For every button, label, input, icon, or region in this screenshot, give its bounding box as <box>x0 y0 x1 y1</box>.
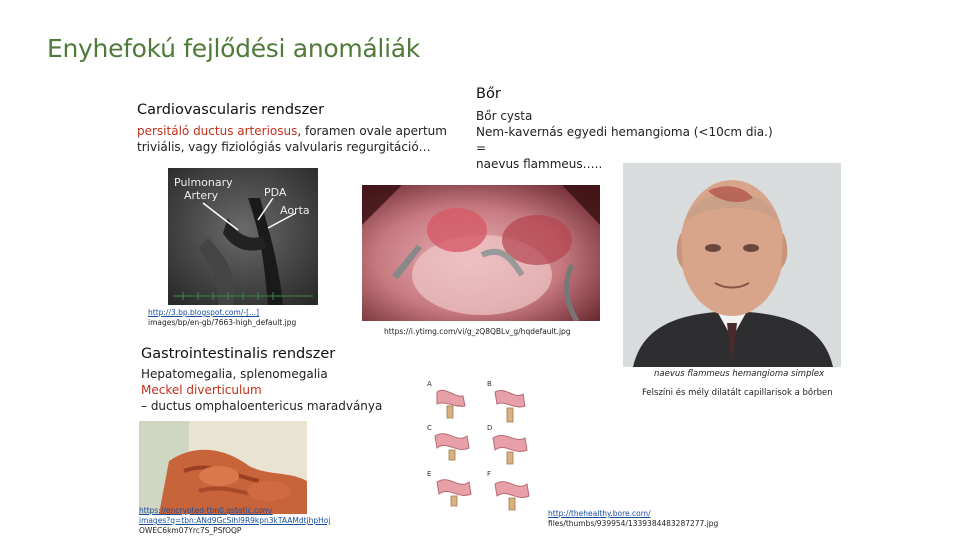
gi-red-term: Meckel diverticulum <box>141 383 262 397</box>
xray-label-pulmonary: Pulmonary <box>174 176 233 189</box>
naevus-portrait-photo <box>623 163 841 367</box>
meckel-surgery-image <box>362 185 600 321</box>
portrait-caption: naevus flammeus hemangioma simplex <box>654 369 825 379</box>
pda-xray-image <box>168 168 318 305</box>
xray-source-link[interactable]: http://3.bp.blogspot.com/-[...] <box>148 308 260 317</box>
gi-heading: Gastrointestinalis rendszer <box>141 346 336 362</box>
skin-line1: Bőr cysta <box>476 109 533 123</box>
portrait-source-link[interactable]: http://thehealthy.bore.com/ <box>548 509 651 518</box>
diagram-letter-f: F <box>487 470 492 478</box>
intestine-source <box>139 506 339 536</box>
xray-label-artery: Artery <box>184 189 219 202</box>
diagram-letter-b: B <box>487 380 492 388</box>
gi-line1: Hepatomegalia, splenomegalia <box>141 367 328 381</box>
intestine-source-link2[interactable]: images?q=tbn:ANd9GcSihl9R9kpn3kTAAMdtjhpHoj <box>139 516 331 525</box>
surgery-graphic <box>362 185 600 321</box>
skin-line2: Nem-kavernás egyedi hemangioma (<10cm dia.) = <box>476 125 773 155</box>
slide-title: Enyhefokú fejlődési anomáliák <box>47 34 420 63</box>
skin-line3: naevus flammeus….. <box>476 157 603 171</box>
diagram-letter-d: D <box>487 424 493 432</box>
portrait-source <box>548 509 748 529</box>
intestine-graphic <box>139 421 307 514</box>
intestine-source-rest: OWEC6km07Yrc7S_PSfOQP <box>139 526 242 535</box>
xray-source-rest: images/bp/en-gb/7663-high_default.jpg <box>148 318 297 327</box>
xray-graphic <box>168 168 318 305</box>
cardio-text <box>137 123 467 155</box>
intestine-source-link1[interactable]: https://encrypted-tbn0.gstatic.com/ <box>139 506 273 515</box>
cardio-heading: Cardiovascularis rendszer <box>137 102 325 118</box>
cardio-line1-rest: , foramen ovale apertum <box>297 124 447 138</box>
xray-label-aorta: Aorta <box>280 204 310 217</box>
gi-line3: – ductus omphaloentericus maradványa <box>141 399 383 413</box>
portrait-subcaption: Felszíni és mély dilatált capillarisok a bőrben <box>642 388 833 398</box>
xray-source <box>148 308 348 328</box>
intestine-photo <box>139 421 307 514</box>
portrait-source-rest: files/thumbs/939954/1339384483287277.jpg <box>548 519 719 528</box>
meckel-diagram <box>425 378 540 528</box>
meckel-diagram-graphic <box>425 378 540 528</box>
cardio-line2: triviális, vagy fiziológiás valvularis regurgitáció… <box>137 140 431 154</box>
skin-heading: Bőr <box>476 86 501 102</box>
xray-label-pda: PDA <box>264 186 287 199</box>
portrait-graphic <box>623 163 841 367</box>
gi-text <box>141 366 401 414</box>
surgery-source: https://i.ytimg.com/vi/g_zQ8QBLv_g/hqdefault.jpg <box>384 327 571 336</box>
diagram-letter-a: A <box>427 380 432 388</box>
diagram-letter-e: E <box>427 470 432 478</box>
diagram-letter-c: C <box>427 424 432 432</box>
cardio-red-term: persitáló ductus arteriosus <box>137 124 298 138</box>
